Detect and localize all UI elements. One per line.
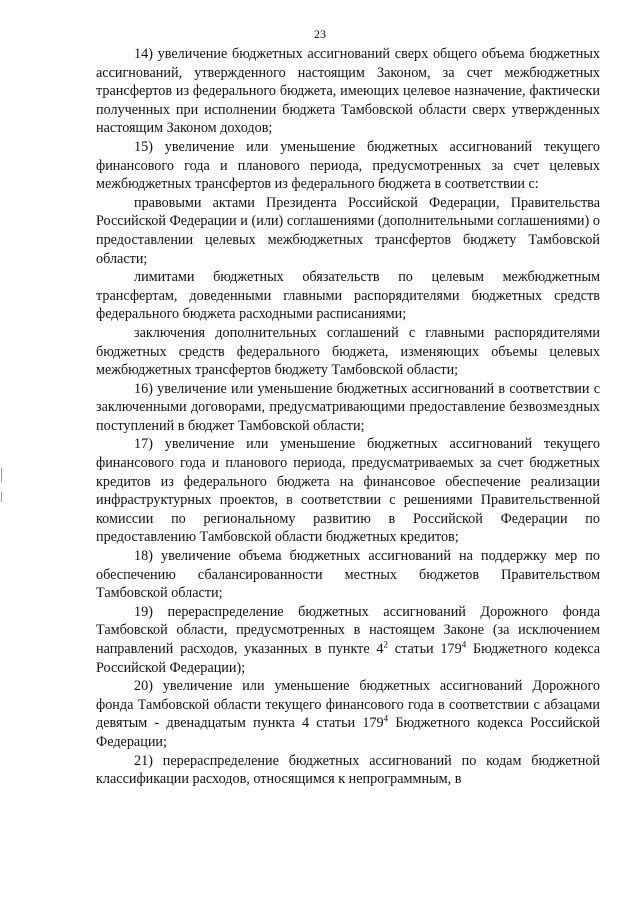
document-body [96, 45, 600, 789]
scan-edge-mark [1, 468, 2, 482]
paragraph-15-legal-acts: правовыми актами Президента Российской Федерации, Правительства Российской Федерации и (или) соглашениями (дополнительными соглашениями) о предоставлении целевых межбюджетных трансфертов бюджету Тамбовской области; [96, 194, 600, 267]
paragraph-20-tail: Бюджетного кодекса Российской Федерации; [96, 715, 601, 750]
paragraph-16: 16) увеличение или уменьшение бюджетных ассигнований в соответствии с заключенными договорами, предусматривающими предоставление безвозмездных поступлений в бюджет Тамбовской области; [96, 380, 600, 434]
paragraph-20-superscript: 4 [383, 713, 389, 724]
paragraph-15-agreements: заключения дополнительных соглашений с главными распорядителями бюджетных средств федерального бюджета, изменяющих объемы целевых межбюджетных трансфертов бюджету Тамбовской области; [96, 324, 600, 379]
paragraph-14: 14) увеличение бюджетных ассигнований сверх общего объема бюджетных ассигнований, утвержденного настоящим Законом, за счет межбюджетных трансфертов из федерального бюджета, имеющих целевое назначение, фактически полученных при исполнении бюджета Тамбовской области сверх утвержденных настоящим Законом доходов; [96, 46, 600, 137]
paragraph-19 [96, 603, 600, 677]
paragraph-17: 17) увеличение или уменьшение бюджетных ассигнований текущего финансового года и планового периода, предусматриваемых за счет бюджетных кредитов из федерального бюджета на финансовое обеспечение реализации инфраструктурных проектов, в соответствии с решениями Правительственной комиссии по региональному развитию в Российской Федерации по предоставлению Тамбовской области бюджетных кредитов; [96, 436, 600, 546]
paragraph-19-superscript-2: 4 [461, 639, 467, 650]
paragraph-20-text: 20) увеличение или уменьшение бюджетных ассигнований Дорожного фонда Тамбовской области текущего финансового года в соответствии с абзацами девятым - двенадцатым пункта 4 статьи 179 [96, 678, 600, 732]
paragraph-15: 15) увеличение или уменьшение бюджетных ассигнований текущего финансового года и планового периода, предусмотренных за счет целевых межбюджетных трансфертов из федерального бюджета в соответствии с: [96, 138, 600, 193]
scan-edge-mark [1, 492, 2, 502]
paragraph-21: 21) перераспределение бюджетных ассигнований по кодам бюджетной классификации расходов, относящимся к непрограммным, в [96, 752, 600, 788]
paragraph-18: 18) увеличение объема бюджетных ассигнований на поддержку мер по обеспечению сбалансированности местных бюджетов Правительством Тамбовской области; [96, 548, 600, 602]
paragraph-19-text: 19) перераспределение бюджетных ассигнований Дорожного фонда Тамбовской области, предусмотренных в настоящем Законе (за исключением направлений расходов, указанных в пункте 4 [96, 603, 600, 657]
paragraph-19-tail: Бюджетного кодекса Российской Федерации); [96, 641, 600, 676]
paragraph-20 [96, 677, 600, 751]
page-number: 23 [314, 27, 326, 41]
paragraph-19-superscript-1: 2 [383, 639, 389, 650]
paragraph-19-article: статьи 179 [388, 641, 462, 657]
paragraph-15-limits: лимитами бюджетных обязательств по целевым межбюджетным трансфертам, доведенными главными распорядителями бюджетных средств федерального бюджета расходными расписаниями; [96, 269, 600, 323]
